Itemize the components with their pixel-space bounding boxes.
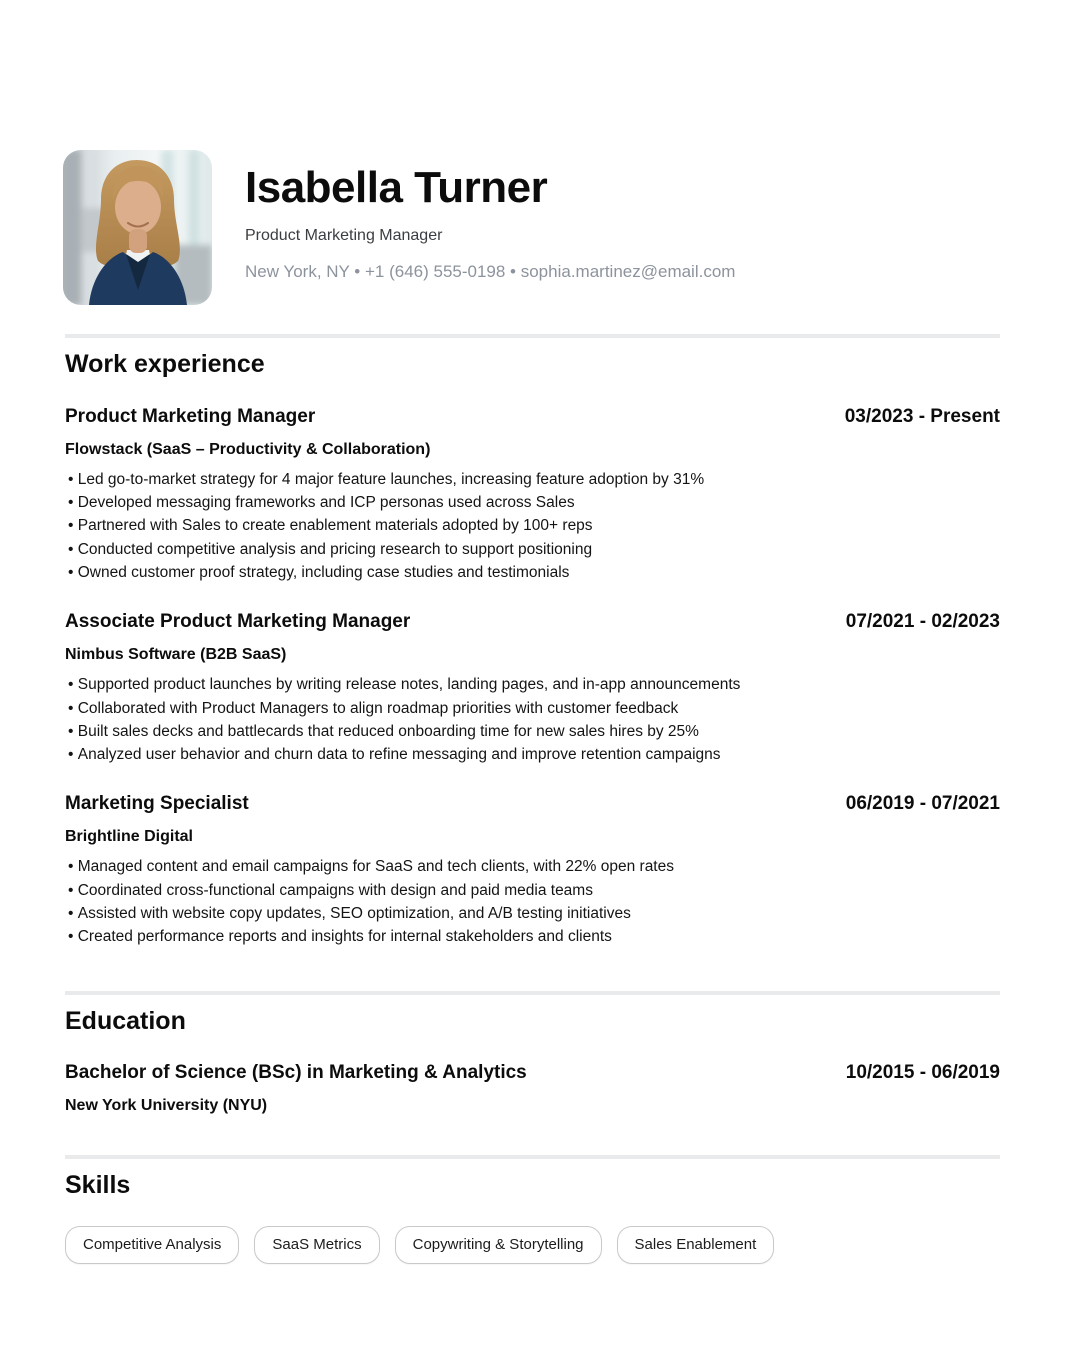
section-divider xyxy=(65,1155,1000,1159)
skill-pill: Competitive Analysis xyxy=(65,1226,239,1264)
job-header-row xyxy=(65,611,1000,633)
portrait-illustration xyxy=(63,150,212,305)
job-bullet: • Managed content and email campaigns for SaaS and tech clients, with 22% open rates xyxy=(65,855,1000,878)
job-bullet: • Collaborated with Product Managers to align roadmap priorities with customer feedback xyxy=(65,697,1000,720)
job-bullet: • Developed messaging frameworks and ICP personas used across Sales xyxy=(65,491,1000,514)
section-work-experience xyxy=(65,334,1000,949)
job-header-row xyxy=(65,406,1000,428)
job-bullet: • Owned customer proof strategy, including case studies and testimonials xyxy=(65,561,1000,584)
education-header-row xyxy=(65,1062,1000,1084)
job-bullet: • Conducted competitive analysis and pricing research to support positioning xyxy=(65,538,1000,561)
job-bullet: • Analyzed user behavior and churn data to refine messaging and improve retention campaigns xyxy=(65,743,1000,766)
degree-title: Bachelor of Science (BSc) in Marketing & Analytics xyxy=(65,1062,527,1084)
job-header-row xyxy=(65,793,1000,815)
job-entry xyxy=(65,406,1000,584)
contact-line: New York, NY • +1 (646) 555-0198 • sophia.martinez@email.com xyxy=(245,262,736,282)
skills-pill-list xyxy=(65,1226,1000,1264)
job-bullet: • Supported product launches by writing release notes, landing pages, and in-app announcements xyxy=(65,673,1000,696)
education-heading: Education xyxy=(65,1006,186,1035)
skill-pill: Sales Enablement xyxy=(617,1226,775,1264)
section-divider xyxy=(65,334,1000,338)
section-skills xyxy=(65,1155,1000,1264)
job-title: Product Marketing Manager xyxy=(65,405,316,427)
job-bullet: • Coordinated cross-functional campaigns with design and paid media teams xyxy=(65,879,1000,902)
resume-header xyxy=(65,150,1000,305)
job-bullet: • Built sales decks and battlecards that reduced onboarding time for new sales hires by 25% xyxy=(65,720,1000,743)
job-bullet: • Partnered with Sales to create enablement materials adopted by 100+ reps xyxy=(65,514,1000,537)
education-entry xyxy=(65,1062,1000,1115)
job-bullet: • Created performance reports and insights for internal stakeholders and clients xyxy=(65,925,1000,948)
job-company: Brightline Digital xyxy=(65,828,193,846)
skills-heading: Skills xyxy=(65,1171,131,1200)
job-bullet-list xyxy=(65,855,1000,948)
section-education xyxy=(65,991,1000,1116)
job-company: Nimbus Software (B2B SaaS) xyxy=(65,646,287,664)
job-dates: 06/2019 - 07/2021 xyxy=(845,793,1000,815)
profile-photo xyxy=(63,150,212,305)
job-company: Flowstack (SaaS – Productivity & Collaboration) xyxy=(65,440,431,458)
work-experience-heading: Work experience xyxy=(65,350,265,378)
resume-page xyxy=(65,0,1000,1264)
job-dates: 07/2021 - 02/2023 xyxy=(845,611,1000,633)
job-dates: 03/2023 - Present xyxy=(844,405,1000,427)
school-name: New York University (NYU) xyxy=(65,1097,268,1115)
job-bullet-list xyxy=(65,673,1000,766)
job-title: Marketing Specialist xyxy=(65,793,249,815)
skill-pill: SaaS Metrics xyxy=(254,1226,379,1264)
job-bullet: • Assisted with website copy updates, SEO optimization, and A/B testing initiatives xyxy=(65,902,1000,925)
job-entry xyxy=(65,611,1000,766)
section-divider xyxy=(65,991,1000,995)
skill-pill: Copywriting & Storytelling xyxy=(395,1226,602,1264)
job-entry xyxy=(65,793,1000,948)
header-text xyxy=(245,150,735,282)
job-title: Associate Product Marketing Manager xyxy=(65,611,411,633)
job-bullet-list xyxy=(65,468,1000,584)
person-name: Isabella Turner xyxy=(245,163,548,212)
education-dates: 10/2015 - 06/2019 xyxy=(845,1062,1000,1084)
person-job-title: Product Marketing Manager xyxy=(245,227,443,245)
job-bullet: • Led go-to-market strategy for 4 major feature launches, increasing feature adoption by 31% xyxy=(65,468,1000,491)
